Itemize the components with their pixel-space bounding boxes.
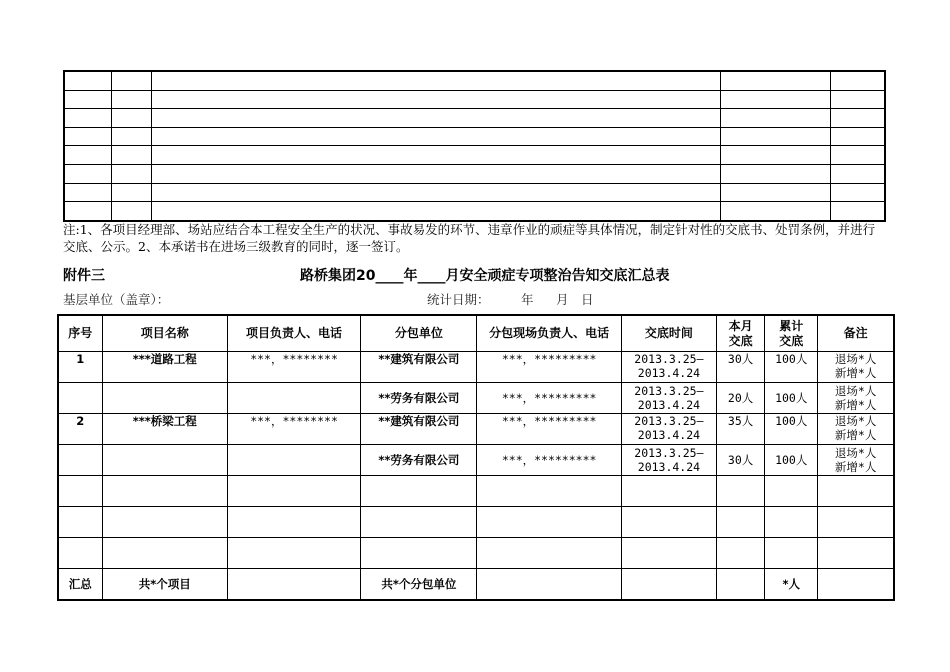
- empty-row: [58, 507, 894, 538]
- cell-month: 20人: [717, 383, 765, 414]
- cell-time: [621, 414, 716, 445]
- cell-time: [621, 383, 716, 414]
- remark-in: 新增*人: [834, 366, 877, 380]
- time-end: 2013.4.24: [637, 460, 701, 474]
- cell-sub-manager: ***，*********: [477, 414, 621, 445]
- footnote: [63, 221, 886, 255]
- cell-no: 2: [58, 414, 102, 445]
- header-month-line1: 本月: [728, 318, 753, 333]
- empty-row: [64, 90, 885, 109]
- time-start: 2013.3.25–: [634, 446, 704, 460]
- remark-out: 退场*人: [834, 446, 877, 460]
- cell-cum: 100人: [765, 352, 818, 383]
- date-month: 月: [556, 292, 569, 307]
- footnote-prefix: 注:: [63, 222, 80, 237]
- remark-out: 退场*人: [834, 352, 877, 366]
- table-row: [58, 383, 894, 414]
- summary-subs: 共*个分包单位: [361, 569, 477, 601]
- time-end: 2013.4.24: [637, 366, 701, 380]
- header-manager: 项目负责人、电话: [227, 315, 360, 352]
- summary-row: [58, 569, 894, 601]
- cell-remark: [818, 352, 894, 383]
- remark-out: 退场*人: [834, 384, 877, 398]
- header-no: 序号: [58, 315, 102, 352]
- cell-sub-manager: ***，*********: [477, 383, 621, 414]
- header-cum-line2: 交底: [779, 333, 804, 348]
- cell-cum: 100人: [765, 414, 818, 445]
- cell-project: ***道路工程: [102, 352, 227, 383]
- empty-row: [64, 202, 885, 221]
- attachment-label: 附件三: [63, 268, 105, 284]
- empty-row: [58, 476, 894, 507]
- cell-month: 35人: [717, 414, 765, 445]
- cell-project: [102, 383, 227, 414]
- header-month: [717, 315, 765, 352]
- cell-cum: 100人: [765, 383, 818, 414]
- header-remark: 备注: [818, 315, 894, 352]
- cell-time: [621, 445, 716, 476]
- cell-manager: [227, 383, 360, 414]
- summary-table: [57, 314, 895, 601]
- empty-row: [64, 127, 885, 146]
- cell-project: ***桥梁工程: [102, 414, 227, 445]
- empty-row: [64, 109, 885, 128]
- summary-projects: 共*个项目: [102, 569, 227, 601]
- cell-time: [621, 352, 716, 383]
- cell-month: 30人: [717, 352, 765, 383]
- table-row: [58, 445, 894, 476]
- cell-no: 1: [58, 352, 102, 383]
- page-title: 路桥集团20____年____月安全顽症专项整治告知交底汇总表: [300, 268, 670, 284]
- time-start: 2013.3.25–: [634, 384, 704, 398]
- table-row: [58, 414, 894, 445]
- time-end: 2013.4.24: [637, 398, 701, 412]
- header-sub: 分包单位: [361, 315, 477, 352]
- date-label: 统计日期：: [427, 292, 490, 307]
- title-row: [63, 265, 886, 285]
- cell-no: [58, 383, 102, 414]
- date-year: 年: [521, 292, 534, 307]
- table-row: [58, 352, 894, 383]
- empty-row: [64, 71, 885, 90]
- cell-month: 30人: [717, 445, 765, 476]
- cell-manager: [227, 445, 360, 476]
- time-start: 2013.3.25–: [634, 414, 704, 428]
- header-month-line2: 交底: [728, 333, 753, 348]
- header-cum-line1: 累计: [779, 318, 804, 333]
- table-header-row: [58, 315, 894, 352]
- empty-row: [64, 164, 885, 183]
- cell-manager: ***，********: [227, 352, 360, 383]
- date-day: 日: [581, 292, 594, 307]
- header-cum: [765, 315, 818, 352]
- time-end: 2013.4.24: [637, 428, 701, 442]
- footnote-text: 1、各项目经理部、场站应结合本工程安全生产的状况、事故易发的环节、违章作业的顽症等具体情况，制定针对性的交底书、处罚条例，并进行交底、公示。2、本承诺书在进场三级教育的同时，逐一签订。: [63, 222, 876, 254]
- remark-in: 新增*人: [834, 428, 877, 442]
- remark-in: 新增*人: [834, 460, 877, 474]
- empty-row: [64, 146, 885, 165]
- previous-page-table: [63, 70, 886, 222]
- cell-manager: ***，********: [227, 414, 360, 445]
- unit-label: 基层单位（盖章）：: [63, 292, 170, 307]
- time-start: 2013.3.25–: [634, 352, 704, 366]
- summary-cum: *人: [765, 569, 818, 601]
- header-project: 项目名称: [102, 315, 227, 352]
- summary-label: 汇总: [58, 569, 102, 601]
- header-time: 交底时间: [621, 315, 716, 352]
- cell-remark: [818, 383, 894, 414]
- header-sub-manager: 分包现场负责人、电话: [477, 315, 621, 352]
- cell-remark: [818, 445, 894, 476]
- empty-row: [64, 183, 885, 202]
- empty-row: [58, 538, 894, 569]
- cell-project: [102, 445, 227, 476]
- remark-out: 退场*人: [834, 414, 877, 428]
- cell-sub: **建筑有限公司: [361, 414, 477, 445]
- cell-cum: 100人: [765, 445, 818, 476]
- cell-sub-manager: ***，*********: [477, 352, 621, 383]
- cell-sub: **劳务有限公司: [361, 383, 477, 414]
- cell-sub-manager: ***，*********: [477, 445, 621, 476]
- cell-sub: **劳务有限公司: [361, 445, 477, 476]
- cell-remark: [818, 414, 894, 445]
- cell-no: [58, 445, 102, 476]
- cell-sub: **建筑有限公司: [361, 352, 477, 383]
- remark-in: 新增*人: [834, 398, 877, 412]
